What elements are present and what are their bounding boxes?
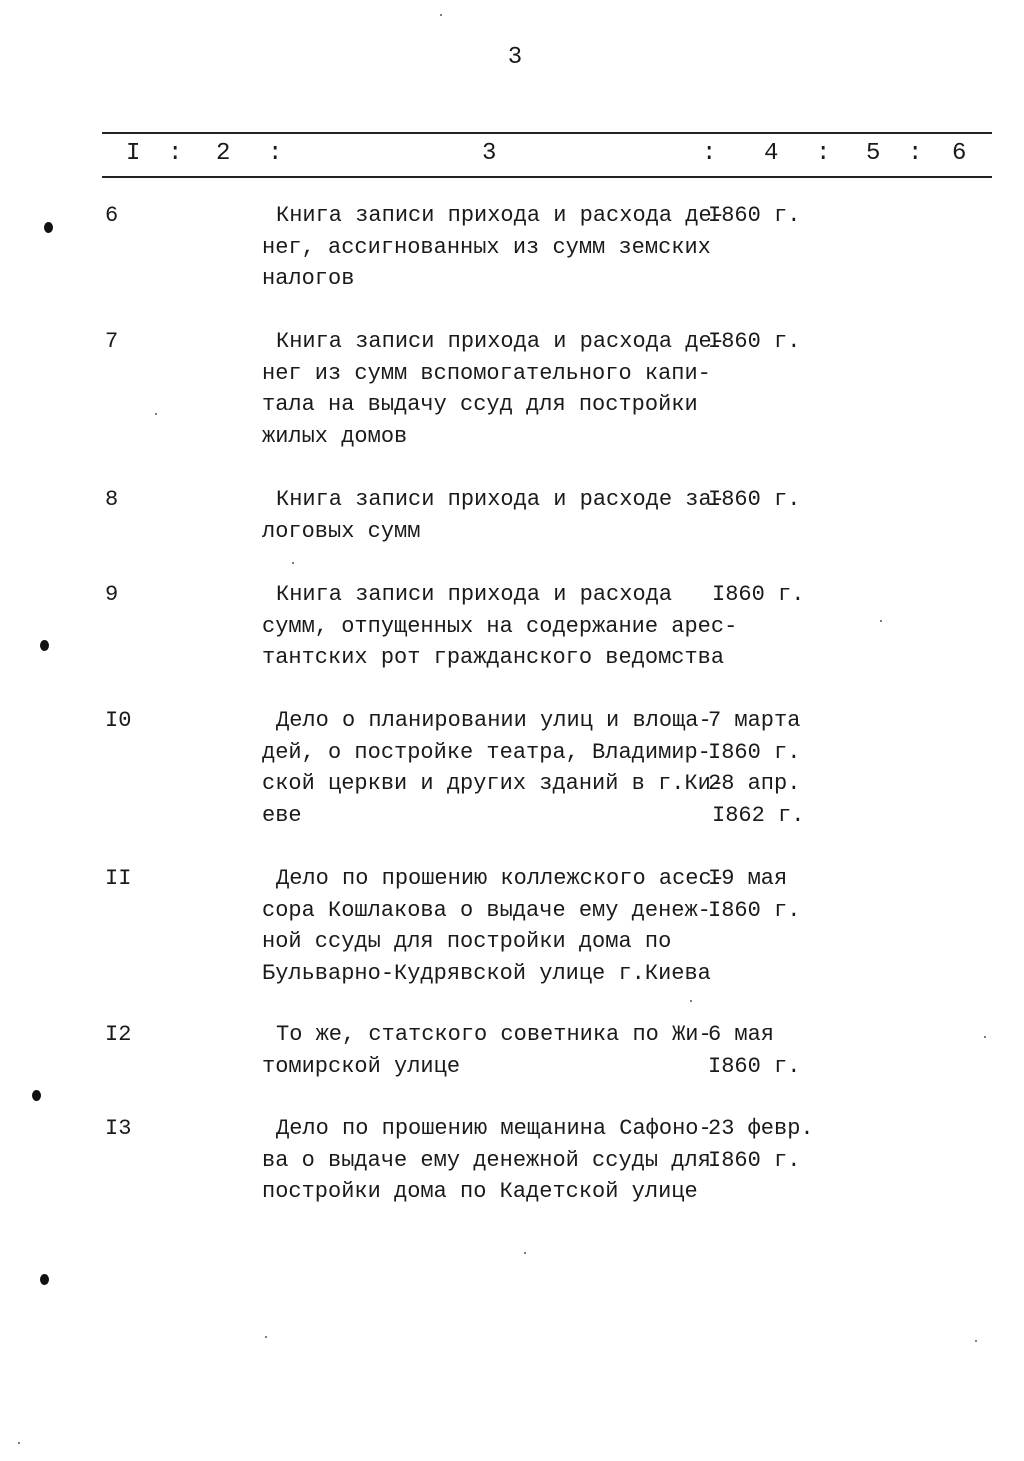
title-line: тала на выдачу ссуд для постройки: [262, 392, 698, 417]
case-number: 7: [105, 329, 119, 354]
header-sep-5: :: [908, 140, 923, 167]
case-title: [262, 1019, 712, 1082]
header-sep-2: :: [268, 140, 283, 167]
title-line: жилых домов: [262, 423, 408, 449]
date-line: 23 февр.: [708, 1116, 814, 1141]
title-line: Дело по прошению коллежского асес-: [276, 866, 725, 891]
scan-speck: [880, 620, 882, 622]
case-date: [708, 200, 828, 232]
header-col-3: 3: [482, 140, 497, 167]
date-line: 7 марта: [708, 708, 801, 733]
title-line: нег, ассигнованных из сумм земских: [262, 234, 711, 260]
date-line: I860 г.: [708, 1147, 801, 1173]
title-line: ной ссуды для постройки дома по: [262, 929, 672, 954]
punch-hole-mark: [44, 222, 53, 233]
title-line: томирской улице: [262, 1053, 461, 1079]
case-date: [708, 484, 828, 516]
title-line: еве: [262, 802, 302, 828]
punch-hole-mark: [40, 1274, 49, 1285]
date-line: I862 г.: [712, 802, 805, 828]
date-line: 28 апр.: [708, 771, 801, 796]
case-date: [708, 1113, 828, 1176]
punch-hole-mark: [32, 1090, 41, 1101]
case-date: [712, 579, 832, 611]
header-col-6: 6: [952, 140, 967, 167]
header-rule-top: [102, 132, 992, 134]
case-number: 8: [105, 487, 119, 512]
scan-speck: [690, 1000, 692, 1002]
case-title: [262, 326, 725, 452]
header-col-4: 4: [764, 140, 779, 167]
date-line: I860 г.: [708, 739, 801, 765]
case-title: [262, 705, 725, 831]
header-col-2: 2: [216, 140, 231, 167]
scan-speck: [984, 1036, 986, 1038]
case-number: I3: [105, 1116, 132, 1141]
date-line: 6 мая: [708, 1022, 775, 1047]
date-line: I860 г.: [708, 897, 801, 923]
title-line: логовых сумм: [262, 518, 421, 544]
title-line: ва о выдаче ему денежной ссуды для: [262, 1147, 711, 1173]
scan-speck: [975, 1340, 977, 1342]
title-line: сумм, отпущенных на содержание арес-: [262, 613, 738, 639]
header-rule-bottom: [102, 176, 992, 178]
header-col-5: 5: [866, 140, 881, 167]
title-line: постройки дома по Кадетской улице: [262, 1179, 698, 1204]
scan-speck: [155, 413, 157, 415]
title-line: Книга записи прихода и расхода де-: [276, 203, 725, 228]
date-line: I9 мая: [708, 866, 788, 891]
case-date: [708, 863, 828, 926]
case-date: [708, 705, 828, 831]
case-title: [262, 484, 725, 547]
title-line: сора Кошлакова о выдаче ему денеж-: [262, 897, 711, 923]
header-sep-3: :: [702, 140, 717, 167]
header-sep-4: :: [816, 140, 831, 167]
date-line: I860 г.: [708, 329, 801, 354]
date-line: I860 г.: [708, 203, 801, 228]
case-number: I0: [105, 708, 132, 733]
title-line: налогов: [262, 266, 355, 291]
date-line: I860 г.: [712, 582, 805, 607]
case-number: 6: [105, 203, 119, 228]
title-line: Книга записи прихода и расхода де-: [276, 329, 725, 354]
case-title: [262, 200, 725, 295]
title-line: ской церкви и других зданий в г.Ки-: [262, 771, 725, 796]
title-line: дей, о постройке театра, Владимир-: [262, 739, 711, 765]
case-title: [262, 863, 725, 989]
scan-speck: [440, 14, 442, 16]
title-line: нег из сумм вспомогательного капи-: [262, 360, 711, 386]
title-line: Дело о планировании улиц и влоща-: [276, 708, 712, 733]
title-line: тантских рот гражданского ведомства: [262, 645, 725, 670]
scan-speck: [524, 1252, 526, 1254]
punch-hole-mark: [40, 640, 49, 651]
case-title: [262, 579, 738, 674]
title-line: Дело по прошению мещанина Сафоно-: [276, 1116, 712, 1141]
header-sep-1: :: [168, 140, 183, 167]
header-col-1: I: [126, 140, 141, 167]
scan-speck: [265, 1336, 267, 1338]
page-number: 3: [507, 44, 523, 71]
case-title: [262, 1113, 712, 1208]
title-line: Бульварно-Кудрявской улице г.Киева: [262, 960, 711, 986]
scan-speck: [292, 562, 294, 564]
case-number: I2: [105, 1022, 132, 1047]
title-line: То же, статского советника по Жи-: [276, 1022, 712, 1047]
case-date: [708, 1019, 828, 1082]
title-line: Книга записи прихода и расхода: [276, 582, 673, 607]
date-line: I860 г.: [708, 1053, 801, 1079]
case-number: 9: [105, 582, 119, 607]
scan-speck: [18, 1442, 20, 1444]
date-line: I860 г.: [708, 487, 801, 512]
case-date: [708, 326, 828, 358]
title-line: Книга записи прихода и расходе за-: [276, 487, 725, 512]
case-number: II: [105, 866, 132, 891]
